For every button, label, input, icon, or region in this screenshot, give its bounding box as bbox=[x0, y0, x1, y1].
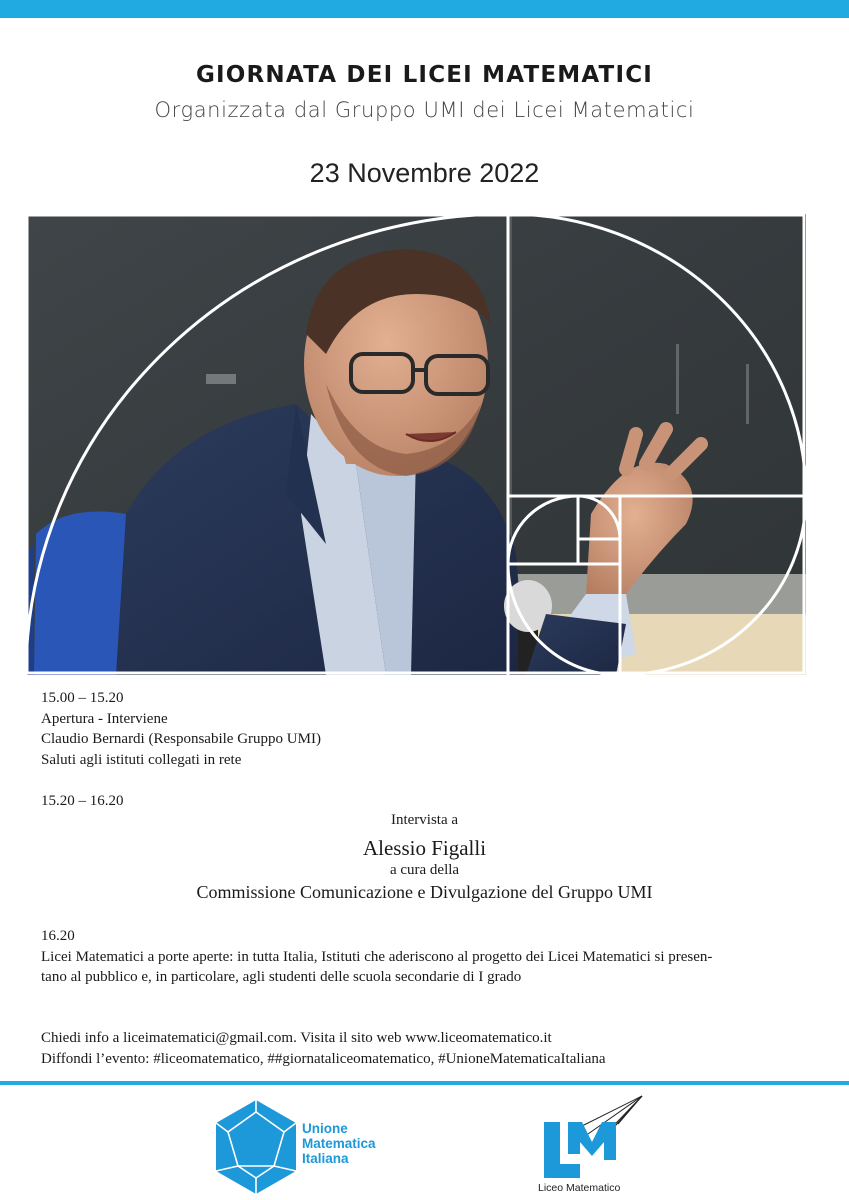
slot-3-line-2: tano al pubblico e, in particolare, agli studenti delle scuola secondarie di I grado bbox=[41, 969, 522, 985]
footer-separator bbox=[0, 1081, 849, 1085]
slot-1-line-1: Apertura - Interviene bbox=[41, 710, 168, 727]
slot-1-line-2: Claudio Bernardi (Responsabile Gruppo UMI) bbox=[41, 731, 321, 747]
umi-logo-icon bbox=[212, 1098, 300, 1196]
top-accent-bar bbox=[0, 0, 849, 18]
umi-wordmark bbox=[302, 1121, 376, 1166]
program-slot-2-time bbox=[41, 791, 124, 812]
program-slot-1 bbox=[41, 688, 321, 770]
footer-info bbox=[41, 1028, 606, 1069]
slot-1-time: 15.00 – 15.20 bbox=[41, 690, 124, 706]
committee-name: Commissione Comunicazione e Divulgazione del Gruppo UMI bbox=[196, 882, 653, 902]
slot-3-time: 16.20 bbox=[41, 928, 75, 944]
event-title: GIORNATA DEI LICEI MATEMATICI bbox=[195, 62, 654, 88]
slot-1-line-3: Saluti agli istituti collegati in rete bbox=[41, 751, 242, 768]
speaker-photo bbox=[26, 214, 806, 675]
contact-line: Chiedi info a liceimatematici@gmail.com. Visita il sito web www.liceomatematico.it bbox=[41, 1030, 552, 1046]
liceo-matematico-logo-icon bbox=[538, 1094, 646, 1182]
hashtags-line: Diffondi l’evento: #liceomatematico, ##giornataliceomatematico, #UnioneMatematicaItaliana bbox=[41, 1050, 606, 1067]
program-slot-3 bbox=[41, 926, 712, 988]
guest-name: Alessio Figalli bbox=[362, 836, 487, 860]
event-date: 23 Novembre 2022 bbox=[309, 158, 540, 188]
umi-line-2: Matematica bbox=[302, 1136, 376, 1151]
umi-line-1: Unione bbox=[302, 1121, 348, 1136]
liceo-matematico-caption: Liceo Matematico bbox=[538, 1182, 621, 1194]
umi-line-3: Italiana bbox=[302, 1151, 349, 1166]
slot-3-line-1: Licei Matematici a porte aperte: in tutta Italia, Istituti che aderiscono al progetto dei Licei Matematici si presen- bbox=[41, 948, 713, 965]
curated-by: a cura della bbox=[389, 862, 460, 878]
event-subtitle: Organizzata dal Gruppo UMI dei Licei Matematici bbox=[154, 98, 695, 122]
interview-intro: Intervista a bbox=[390, 812, 459, 828]
slot-2-time: 15.20 – 16.20 bbox=[41, 793, 124, 809]
